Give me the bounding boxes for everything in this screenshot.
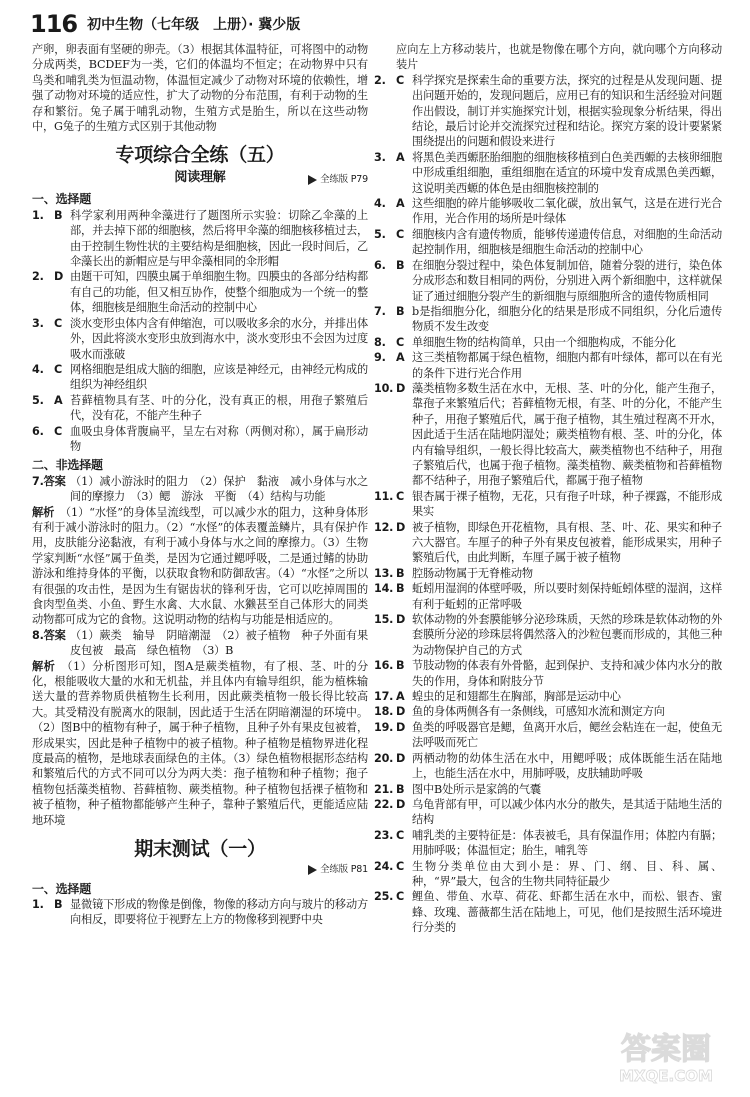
explanation-text: 淡水变形虫体内含有伸缩泡，可以吸收多余的水分，并排出体外，因此将淡水变形虫放到海水中，淡水变形虫不会因为过度吸水而涨破	[70, 316, 368, 361]
choice-items-a	[32, 208, 368, 455]
explanation-text: 哺乳类的主要特征是：体表被毛，具有保温作用；体腔内有膈；用肺呼吸；体温恒定；胎生，哺乳等	[412, 828, 722, 858]
answer-letter: D	[396, 520, 406, 534]
explanation-text: 由题干可知，四膜虫属于单细胞生物。四膜虫的各部分结构都有自己的功能，但又相互协作，使整个细胞成为一个统一的整体，细胞核是细胞生命活动的控制中心	[70, 270, 368, 315]
question-item	[374, 520, 722, 566]
question-item	[374, 859, 722, 890]
question-number: 9.	[374, 351, 386, 365]
answer-letter: B	[54, 208, 63, 222]
item-7-answer: 7.答案 （1）减小游泳时的阻力 （2）保护 黏液 减小身体与水之间的摩擦力 （3）鳃 游泳 平衡 （4）结构与功能	[32, 474, 368, 504]
answer-letter: D	[54, 270, 64, 284]
section-choice-title: 一、选择题	[32, 192, 92, 207]
question-item	[32, 208, 368, 270]
explanation-text: 银杏属于裸子植物，无花，只有孢子叶球，种子裸露，不能形成果实	[412, 489, 722, 519]
question-number: 6.	[374, 258, 386, 272]
question-number: 7.	[374, 304, 386, 318]
answer-letter: D	[396, 705, 406, 719]
answer-letter: A	[396, 150, 405, 164]
explanation-text: 被子植物，即绿色开花植物，具有根、茎、叶、花、果实和种子六大器官。车厘子的种子外有果皮包被着，能形成果实，用种子繁殖后代，由此判断，车厘子属于被子植物	[412, 520, 722, 565]
answer-letter: A	[54, 393, 63, 407]
question-number: 19.	[374, 720, 394, 734]
question-number: 20.	[374, 751, 394, 765]
question-item	[374, 196, 722, 227]
question-item	[374, 73, 722, 150]
explanation-text: 网格细胞是组成大脑的细胞，应该是神经元，由神经元构成的组织为神经组织	[70, 362, 368, 392]
intro-paragraph: 产卵，卵表面有坚硬的卵壳。（3）根据其体温特征，可将图中的动物分成两类，BCDEF为一类，它们的体温均不恒定；在动物界中只有鸟类和哺乳类为恒温动物，体温恒定减少了动物对环境的依赖性，增强了动物对环境的适应性，扩大了动物的分布范围，有利于动物的生存和繁衍。兔子属于哺乳动物，生殖方式是胎生，所以在这些动物中，G兔子的生殖方式区别于其他动物	[32, 43, 368, 134]
answer-letter: A	[396, 690, 405, 704]
choice-items-right	[374, 73, 722, 936]
explanation-text: 鲤鱼、带鱼、水草、荷花、虾都生活在水中，而松、银杏、蜜蜂、玫瑰、蔷薇都生活在陆地上，可见，他们是按照生活环境进行分类的	[412, 890, 722, 935]
question-number: 25.	[374, 890, 394, 904]
answer-letter: D	[396, 797, 406, 811]
item-8-analysis: 解析 （1）分析图形可知，图A是蕨类植物，有了根、茎、叶的分化，根能吸收大量的水和无机盐，并且体内有输导组织，能为植株输送大量的营养物质供植物生长利用，因此蕨类植物一般长得比较高大。其受精没有脱离水的限制，因此适于生活在阴暗潮湿的环境中。（2）图B中的植物有种子，属于种子植物，且种子外有果皮包被着，形成果实，因此是种子植物中的被子植物。种子植物是植物界进化程度最高的植物，是地球表面绿色的主体。（3）绿色植物根据形态结构和繁殖后代的方式不同可以分为两大类：孢子植物和种子植物；孢子植物包括藻类植物、苔藓植物、蕨类植物。种子植物包括裸子植物和被子植物，种子植物都能够产生种子，靠种子繁殖后代，更能适应陆地环境	[32, 659, 368, 827]
answer-letter: B	[396, 304, 405, 318]
question-number: 24.	[374, 859, 394, 873]
final-choice-title: 一、选择题	[32, 881, 92, 896]
final-item-1: 1. B 显微镜下形成的物像是倒像，物像的移动方向与玻片的移动方向相反，即要将位于视野左上方的物像移到视野中央	[32, 897, 368, 927]
question-item	[374, 704, 722, 719]
answer-letter: D	[396, 381, 406, 395]
question-item	[374, 381, 722, 489]
reading-subtitle: 阅读理解 全练版 P79	[32, 168, 368, 188]
final-test-title: 期末测试（一）	[134, 838, 266, 861]
answer-letter: C	[396, 859, 405, 873]
question-item	[374, 828, 722, 859]
question-number: 22.	[374, 797, 394, 811]
question-number: 6.	[32, 424, 44, 438]
final-ref: 全练版 P81	[32, 862, 368, 877]
question-number: 4.	[374, 197, 386, 211]
item-7-analysis: 解析 （1）“水怪”的身体呈流线型，可以减少水的阻力，这种身体形有利于减小游泳时的阻力。（2）“水怪”的体表覆盖鳞片，具有保护作用，皮肤能分泌黏液，有利于减小身体与水之间的摩擦力。（3）生物学家判断“水怪”属于鱼类，是因为它通过鳃呼吸，二是通过鳍的协助游泳和维持身体的平衡，以获取食物和防御敌害。（4）“水怪”之所以有很强的攻击性，是因为生有锯齿状的锋利牙齿，它可以吃掉周围的食肉型鱼类、小鱼、野生水禽、大水鼠、水獭甚至自己体形大的同类动物都可成为它的食物。这说明动物的结构与功能是相适应的。	[32, 505, 368, 627]
answer-letter: C	[54, 424, 63, 438]
explanation-text: 节肢动物的体表有外骨骼，起到保护、支持和减少体内水分的散失的作用，身体和附肢分节	[412, 659, 722, 688]
question-item	[374, 751, 722, 782]
question-number: 2.	[374, 73, 386, 87]
explanation-text: 藻类植物多数生活在水中，无根、茎、叶的分化，能产生孢子，靠孢子来繁殖后代；苔藓植物无根，有茎、叶的分化，不能产生种子，用孢子繁殖后代，属于孢子植物，其生殖过程离不开水，因此适于生活在陆地阴湿处；蕨类植物有根、茎、叶的分化，体内有输导组织，一般长得比较高大，蕨类植物也不结种子，用孢子繁殖后代，也属于孢子植物。藻类植物、蕨类植物和苔藓植物都不结种子，用孢子繁殖后代，都属于孢子植物	[412, 381, 722, 488]
arrow-icon	[308, 175, 317, 185]
answer-letter: B	[396, 659, 405, 673]
continuation-text: 应向左上方移动装片，也就是物像在哪个方向，就向哪个方向移动装片	[396, 43, 722, 72]
question-number: 18.	[374, 705, 394, 719]
question-number: 12.	[374, 520, 394, 534]
answer-letter: A	[396, 197, 405, 211]
question-item	[374, 720, 722, 751]
explanation-text: 乌龟背部有甲，可以减少体内水分的散失，是其适于陆地生活的结构	[412, 797, 722, 827]
explanation-text: 科学家利用两种伞藻进行了题图所示实验：切除乙伞藻的上部，并去掉下部的细胞核，然后将甲伞藻的细胞核移植过去，由于控制生物性状的主要结构是细胞核，因此一段时间后，乙伞藻长出的新帽应是与甲伞藻相同的伞形帽	[70, 208, 368, 269]
question-item	[374, 258, 722, 304]
svg-text:答案圈: 答案圈	[621, 1032, 711, 1067]
question-item	[32, 424, 368, 455]
question-number: 21.	[374, 782, 394, 796]
question-item	[374, 150, 722, 196]
question-number: 13.	[374, 566, 394, 580]
question-number: 3.	[32, 316, 44, 330]
explanation-text: 单细胞生物的结构简单，只由一个细胞构成，不能分化	[412, 335, 676, 349]
right-column	[374, 42, 722, 936]
answer-letter: D	[396, 613, 406, 627]
question-number: 3.	[374, 150, 386, 164]
question-item	[374, 889, 722, 935]
question-number: 10.	[374, 381, 394, 395]
question-item	[32, 362, 368, 393]
explanation-text: b是指细胞分化，细胞分化的结果是形成不同组织，分化后遗传物质不发生改变	[412, 304, 722, 334]
explanation-text: 蚯蚓用湿润的体壁呼吸，所以要时刻保持蚯蚓体壁的湿润，这样有利于蚯蚓的正常呼吸	[412, 582, 722, 611]
explanation-text: 血吸虫身体背腹扁平，呈左右对称（两侧对称），属于扁形动物	[70, 424, 368, 453]
explanation-text: 两栖动物的幼体生活在水中，用鳃呼吸；成体既能生活在陆地上，也能生活在水中，用肺呼吸，皮肤辅助呼吸	[412, 751, 722, 781]
answer-letter: C	[396, 227, 405, 241]
explanation-text: 鱼类的呼吸器官是鳃，鱼离开水后，鳃丝会粘连在一起，使鱼无法呼吸而死亡	[412, 720, 722, 750]
left-column	[32, 42, 368, 928]
question-item	[32, 269, 368, 315]
question-number: 2.	[32, 270, 44, 284]
question-item	[32, 393, 368, 424]
explanation-text: 科学探究是探索生命的重要方法，探究的过程是从发现问题、提出问题开始的，发现问题后，应用已有的知识和生活经验对问题作出假设，制订并实施探究计划，根据实验现象分析结果，得出结论，最后讨论并交流探究过程和结论。探究方案的设计要紧紧围绕提出的问题和假设来进行	[412, 73, 722, 149]
question-item	[374, 612, 722, 658]
question-item	[374, 689, 722, 704]
question-number: 23.	[374, 828, 394, 842]
explanation-text: 鱼的身体两侧各有一条侧线，可感知水流和测定方向	[412, 705, 665, 719]
answer-letter: C	[54, 362, 63, 376]
question-item	[374, 782, 722, 797]
answer-letter: C	[396, 489, 405, 503]
watermark-logo	[596, 1025, 736, 1087]
special-section-title: 专项综合全练（五）	[115, 144, 285, 167]
answer-letter: A	[396, 351, 405, 365]
page-header	[30, 4, 300, 38]
answer-letter: C	[396, 828, 405, 842]
question-number: 8.	[374, 335, 386, 349]
question-number: 5.	[32, 393, 44, 407]
question-number: 1.	[32, 208, 44, 222]
page-number: 116	[30, 10, 78, 38]
question-item	[374, 581, 722, 612]
question-number: 14.	[374, 582, 394, 596]
answer-letter: C	[54, 316, 63, 330]
question-number: 17.	[374, 690, 394, 704]
reading-ref: 全练版 P79	[308, 170, 368, 190]
answer-letter: B	[396, 782, 405, 796]
explanation-text: 腔肠动物属于无脊椎动物	[412, 566, 533, 580]
answer-letter: B	[396, 582, 405, 596]
question-item	[374, 566, 722, 581]
explanation-text: 将黑色美西螈胚胎细胞的细胞核移植到白色美西螈的去核卵细胞中形成重组细胞，重组细胞在适宜的环境中发育成黑色美西螈，这说明美西螈的体色是由细胞核控制的	[412, 150, 722, 195]
question-item	[374, 227, 722, 258]
item-8-answer: 8.答案 （1）蕨类 输导 阴暗潮湿 （2）被子植物 种子外面有果皮包被 最高 绿色植物 （3）B	[32, 628, 368, 658]
section-nonchoice-title: 二、非选择题	[32, 458, 103, 473]
question-item	[32, 316, 368, 362]
answer-letter: D	[396, 720, 406, 734]
explanation-text: 苔藓植物具有茎、叶的分化，没有真正的根，用孢子繁殖后代，没有花，不能产生种子	[70, 393, 368, 423]
question-number: 4.	[32, 362, 44, 376]
answer-letter: C	[396, 73, 405, 87]
question-item	[374, 658, 722, 689]
explanation-text: 软体动物的外套膜能够分泌珍珠质，天然的珍珠是软体动物的外套膜所分泌的珍珠层将偶然落入的沙粒包裹而形成的，其他三种为动物保护自己的方式	[412, 613, 722, 657]
explanation-text: 蝗虫的足和翅都生在胸部，胸部是运动中心	[412, 690, 621, 704]
question-item	[374, 350, 722, 381]
question-number: 11.	[374, 489, 394, 503]
question-item	[374, 304, 722, 335]
explanation-text: 图中B处所示是家鸽的气囊	[412, 782, 541, 796]
book-title: 初中生物（七年级 上册）· 冀少版	[87, 17, 301, 33]
explanation-text: 在细胞分裂过程中，染色体复制加倍，随着分裂的进行，染色体分成形态和数目相同的两份，分别进入两个新细胞中，这样就保证了通过细胞分裂产生的新细胞与原细胞所含的遗传物质相同	[412, 258, 722, 303]
question-item	[374, 797, 722, 828]
explanation-text: 这些细胞的碎片能够吸收二氧化碳，放出氧气，这是在进行光合作用，光合作用的场所是叶绿体	[412, 197, 722, 226]
answer-letter: C	[396, 890, 405, 904]
svg-text:MXQE.COM: MXQE.COM	[619, 1067, 713, 1085]
arrow-icon	[308, 865, 317, 875]
answer-letter: B	[396, 258, 405, 272]
question-item	[374, 335, 722, 350]
question-number: 15.	[374, 613, 394, 627]
question-item	[374, 489, 722, 520]
explanation-text: 这三类植物都属于绿色植物，细胞内都有叶绿体，都可以在有光的条件下进行光合作用	[412, 351, 722, 380]
answer-letter: D	[396, 751, 406, 765]
answer-letter: B	[396, 566, 405, 580]
explanation-text: 细胞核内含有遗传物质，能够传递遗传信息，对细胞的生命活动起控制作用，细胞核是细胞生命活动的控制中心	[412, 227, 722, 257]
explanation-text: 生物分类单位由大到小是：界、门、纲、目、科、属、种，“界”最大，包含的生物共同特征最少	[412, 859, 722, 888]
answer-letter: C	[396, 335, 405, 349]
question-number: 5.	[374, 227, 386, 241]
question-number: 16.	[374, 659, 394, 673]
